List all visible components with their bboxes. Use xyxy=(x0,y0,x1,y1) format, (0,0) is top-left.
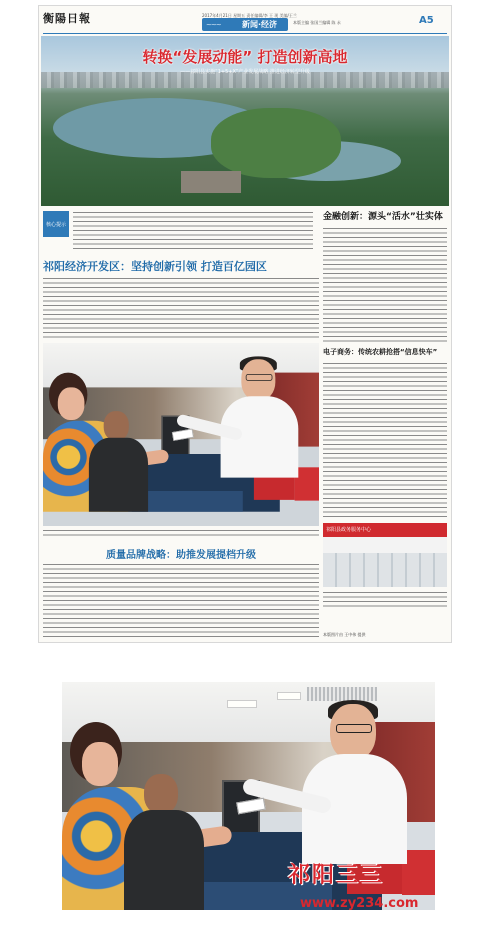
lead-tag: 核心提示 xyxy=(43,211,69,237)
editor-credits: 本版主编 张国兰编辑 陈 永 xyxy=(293,20,341,25)
footer-note: 本版图片由 王中伟 提供 xyxy=(323,632,366,637)
watermark-site-name: 祁阳三三 xyxy=(288,862,385,888)
newspaper-logo: 衡陽日報 xyxy=(43,12,91,25)
section-heading: 电子商务：传统农耕抢搭“信息快车” xyxy=(323,348,438,356)
hero-aerial-photo xyxy=(41,36,449,206)
photo-caption xyxy=(323,590,447,608)
glasses-icon xyxy=(336,724,372,733)
headline: 转换“发展动能” 打造创新高地 xyxy=(142,48,348,66)
background-man-body xyxy=(124,810,204,910)
dateline: 2017年4月21日 星期五 责任编辑/李 王 现 美编/王兰 xyxy=(202,13,297,18)
section-heading: 金融创新：源头“活水”壮实体 xyxy=(323,212,443,222)
lead-paragraph xyxy=(73,210,313,250)
service-hall-counters xyxy=(323,553,447,587)
section-title: 新闻·经济 xyxy=(242,20,278,29)
headline-subtitle: ——祁阳县实施“1+5+X”产业发展战略 推进经济转型升级 xyxy=(180,69,310,75)
ceiling-light xyxy=(227,700,257,708)
section-banner xyxy=(202,18,288,31)
newspaper-page xyxy=(38,5,452,643)
masthead xyxy=(39,6,451,34)
photo-caption xyxy=(43,528,319,538)
watermark-url: www.zy234.com xyxy=(300,896,419,911)
section-heading: 质量品牌战略：助推发展提档升级 xyxy=(106,550,256,561)
article-photo xyxy=(43,343,319,526)
photo-banner xyxy=(323,523,447,537)
article-body xyxy=(323,226,447,342)
article-body xyxy=(43,562,319,640)
park-island xyxy=(211,108,341,178)
photo-banner-text: 祁阳县政务服务中心 xyxy=(326,527,372,533)
air-vent xyxy=(307,687,377,701)
woman-face xyxy=(82,742,118,786)
page-number: A5 xyxy=(419,15,434,26)
wave-icon: ~~~ xyxy=(206,21,221,29)
section-heading: 祁阳经济开发区：坚持创新引领 打造百亿园区 xyxy=(43,260,267,273)
pavilion xyxy=(181,171,241,193)
masthead-rule xyxy=(43,33,447,34)
background-man-head xyxy=(144,774,178,814)
ceiling-light xyxy=(277,692,301,700)
article-body xyxy=(43,276,319,338)
article-body xyxy=(323,361,447,519)
service-hall-photo xyxy=(323,523,447,587)
